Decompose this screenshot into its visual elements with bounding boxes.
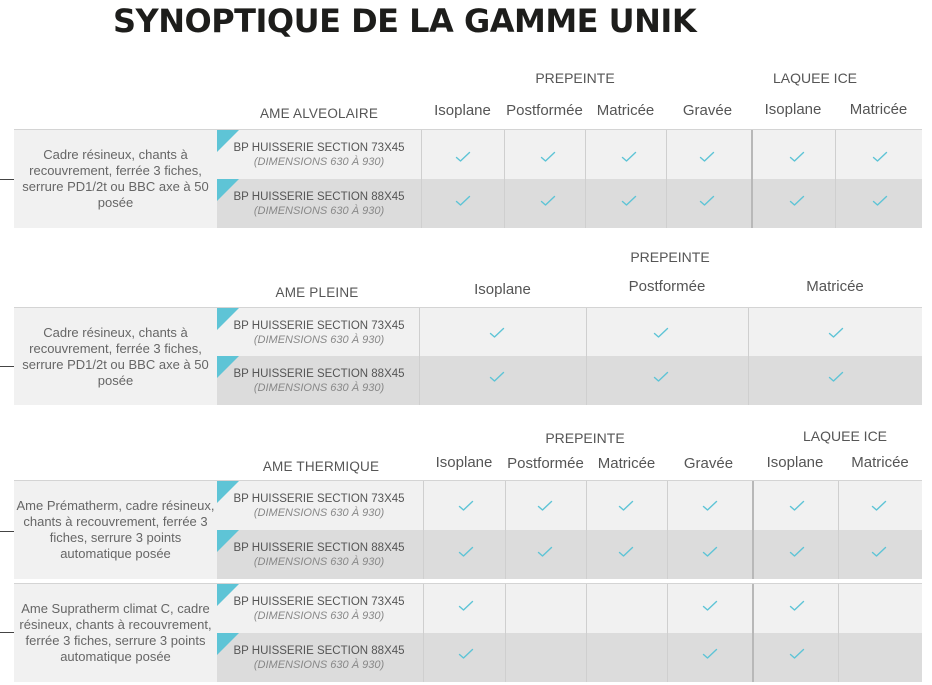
table-row xyxy=(217,530,922,579)
check-icon xyxy=(618,500,634,512)
col-laquee-isoplane: Isoplane xyxy=(764,101,822,118)
row-label xyxy=(217,356,421,405)
row-label xyxy=(217,179,421,228)
page-title: SYNOPTIQUE DE LA GAMME UNIK xyxy=(113,2,697,40)
group-laquee-ice-header: LAQUEE ICE xyxy=(802,428,888,444)
check-icon xyxy=(621,195,637,207)
column-divider xyxy=(504,130,505,228)
check-icon xyxy=(540,151,556,163)
column-divider xyxy=(667,584,668,682)
row-label-title: BP HUISSERIE SECTION 88X45 xyxy=(233,645,405,657)
column-divider xyxy=(586,308,587,405)
block-description: Cadre résineux, chants à recouvrement, ferrée 3 fiches, serrure PD1/2t ou BBC axe à 50 posée xyxy=(22,324,209,388)
row-label-dimensions: (DIMENSIONS 630 À 930) xyxy=(253,610,385,622)
table-row xyxy=(217,584,922,633)
check-icon xyxy=(702,648,718,660)
block-description: Ame Prématherm, cadre résineux, chants à recouvrement, ferrée 3 fiches, serrure 3 points automatique posée xyxy=(16,498,215,561)
ame-alveolaire-header: AME ALVEOLAIRE xyxy=(259,106,379,121)
group-divider xyxy=(751,130,753,228)
check-icon xyxy=(537,546,553,558)
row-label xyxy=(217,308,421,356)
check-icon xyxy=(699,151,715,163)
check-icon xyxy=(702,546,718,558)
column-divider xyxy=(838,584,839,682)
check-icon xyxy=(621,151,637,163)
table-block xyxy=(14,307,922,405)
row-label-dimensions: (DIMENSIONS 630 À 930) xyxy=(253,507,385,519)
row-label-title: BP HUISSERIE SECTION 73X45 xyxy=(233,320,405,332)
col-gravee: Gravée xyxy=(683,455,734,472)
group-prepeinte-header: PREPEINTE xyxy=(630,249,710,265)
group-prepeinte-header: PREPEINTE xyxy=(535,70,615,86)
column-divider xyxy=(505,584,506,682)
table-row xyxy=(217,356,922,405)
leader-line xyxy=(0,366,14,367)
column-divider xyxy=(748,308,749,405)
col-postformee: Postformée xyxy=(506,102,583,119)
row-label xyxy=(217,584,421,633)
column-divider xyxy=(586,481,587,579)
check-icon xyxy=(872,195,888,207)
check-icon xyxy=(455,151,471,163)
col-isoplane: Isoplane xyxy=(434,102,491,119)
col-laquee-matricee: Matricée xyxy=(851,454,909,471)
leader-line xyxy=(0,179,14,180)
check-icon xyxy=(455,195,471,207)
col-laquee-isoplane: Isoplane xyxy=(766,454,824,471)
col-matricee: Matricée xyxy=(806,278,864,295)
row-label-title: BP HUISSERIE SECTION 73X45 xyxy=(233,142,405,154)
table-row xyxy=(217,481,922,530)
row-label-dimensions: (DIMENSIONS 630 À 930) xyxy=(253,334,385,346)
row-label xyxy=(217,130,421,179)
row-label-dimensions: (DIMENSIONS 630 À 930) xyxy=(253,156,385,168)
check-icon xyxy=(489,327,505,339)
group-divider xyxy=(752,584,754,682)
group-prepeinte-header: PREPEINTE xyxy=(545,430,625,446)
check-icon xyxy=(458,546,474,558)
row-label-dimensions: (DIMENSIONS 630 À 930) xyxy=(253,659,385,671)
check-icon xyxy=(699,195,715,207)
row-label-dimensions: (DIMENSIONS 630 À 930) xyxy=(253,382,385,394)
group-laquee-ice-header: LAQUEE ICE xyxy=(772,70,858,86)
column-divider xyxy=(585,130,586,228)
col-postformee: Postformée xyxy=(628,278,706,295)
check-icon xyxy=(872,151,888,163)
block-description: Cadre résineux, chants à recouvrement, ferrée 3 fiches, serrure PD1/2t ou BBC axe à 50 posée xyxy=(22,147,209,210)
table-row xyxy=(217,633,922,682)
check-icon xyxy=(789,500,805,512)
row-label-dimensions: (DIMENSIONS 630 À 930) xyxy=(253,205,385,217)
column-divider xyxy=(835,130,836,228)
check-icon xyxy=(702,500,718,512)
row-label-dimensions: (DIMENSIONS 630 À 930) xyxy=(253,556,385,568)
check-icon xyxy=(789,195,805,207)
check-icon xyxy=(653,371,669,383)
row-label-title: BP HUISSERIE SECTION 88X45 xyxy=(233,368,405,380)
table-block xyxy=(14,583,922,682)
check-icon xyxy=(789,600,805,612)
column-divider xyxy=(421,130,422,228)
leader-line xyxy=(0,632,14,633)
check-icon xyxy=(489,371,505,383)
check-icon xyxy=(789,648,805,660)
column-divider xyxy=(423,481,424,579)
column-divider xyxy=(586,584,587,682)
check-icon xyxy=(789,546,805,558)
table-row xyxy=(217,308,922,356)
check-icon xyxy=(537,500,553,512)
table-block xyxy=(14,480,922,579)
col-postformee: Postformée xyxy=(507,455,584,472)
table-row xyxy=(217,130,922,179)
check-icon xyxy=(458,648,474,660)
col-matricee: Matricée xyxy=(596,102,655,119)
leader-line xyxy=(0,531,14,532)
col-laquee-matricee: Matricée xyxy=(849,101,908,118)
check-icon xyxy=(828,327,844,339)
check-icon xyxy=(871,546,887,558)
check-icon xyxy=(828,371,844,383)
row-label-title: BP HUISSERIE SECTION 88X45 xyxy=(233,191,405,203)
check-icon xyxy=(871,500,887,512)
column-divider xyxy=(419,308,420,405)
check-icon xyxy=(540,195,556,207)
block-description: Ame Supratherm climat C, cadre résineux, chants à recouvrement, ferrée 3 fiches, serrure 3 points automatique posée xyxy=(19,601,212,664)
group-divider xyxy=(752,481,754,579)
col-matricee: Matricée xyxy=(597,455,656,472)
row-label-title: BP HUISSERIE SECTION 73X45 xyxy=(233,493,405,505)
row-label xyxy=(217,530,421,579)
row-label-title: BP HUISSERIE SECTION 88X45 xyxy=(233,542,405,554)
table-row xyxy=(217,179,922,228)
ame-pleine-header: AME PLEINE xyxy=(275,285,359,300)
row-label xyxy=(217,481,421,530)
row-label xyxy=(217,633,421,682)
col-isoplane: Isoplane xyxy=(435,454,493,471)
column-divider xyxy=(505,481,506,579)
check-icon xyxy=(789,151,805,163)
check-icon xyxy=(618,546,634,558)
check-icon xyxy=(458,600,474,612)
check-icon xyxy=(702,600,718,612)
ame-thermique-header: AME THERMIQUE xyxy=(262,459,380,474)
col-isoplane: Isoplane xyxy=(474,281,531,298)
column-divider xyxy=(838,481,839,579)
column-divider xyxy=(423,584,424,682)
row-label-title: BP HUISSERIE SECTION 73X45 xyxy=(233,596,405,608)
check-icon xyxy=(458,500,474,512)
col-gravee: Gravée xyxy=(682,102,733,119)
column-divider xyxy=(666,130,667,228)
check-icon xyxy=(653,327,669,339)
column-divider xyxy=(667,481,668,579)
table-block xyxy=(14,129,922,228)
